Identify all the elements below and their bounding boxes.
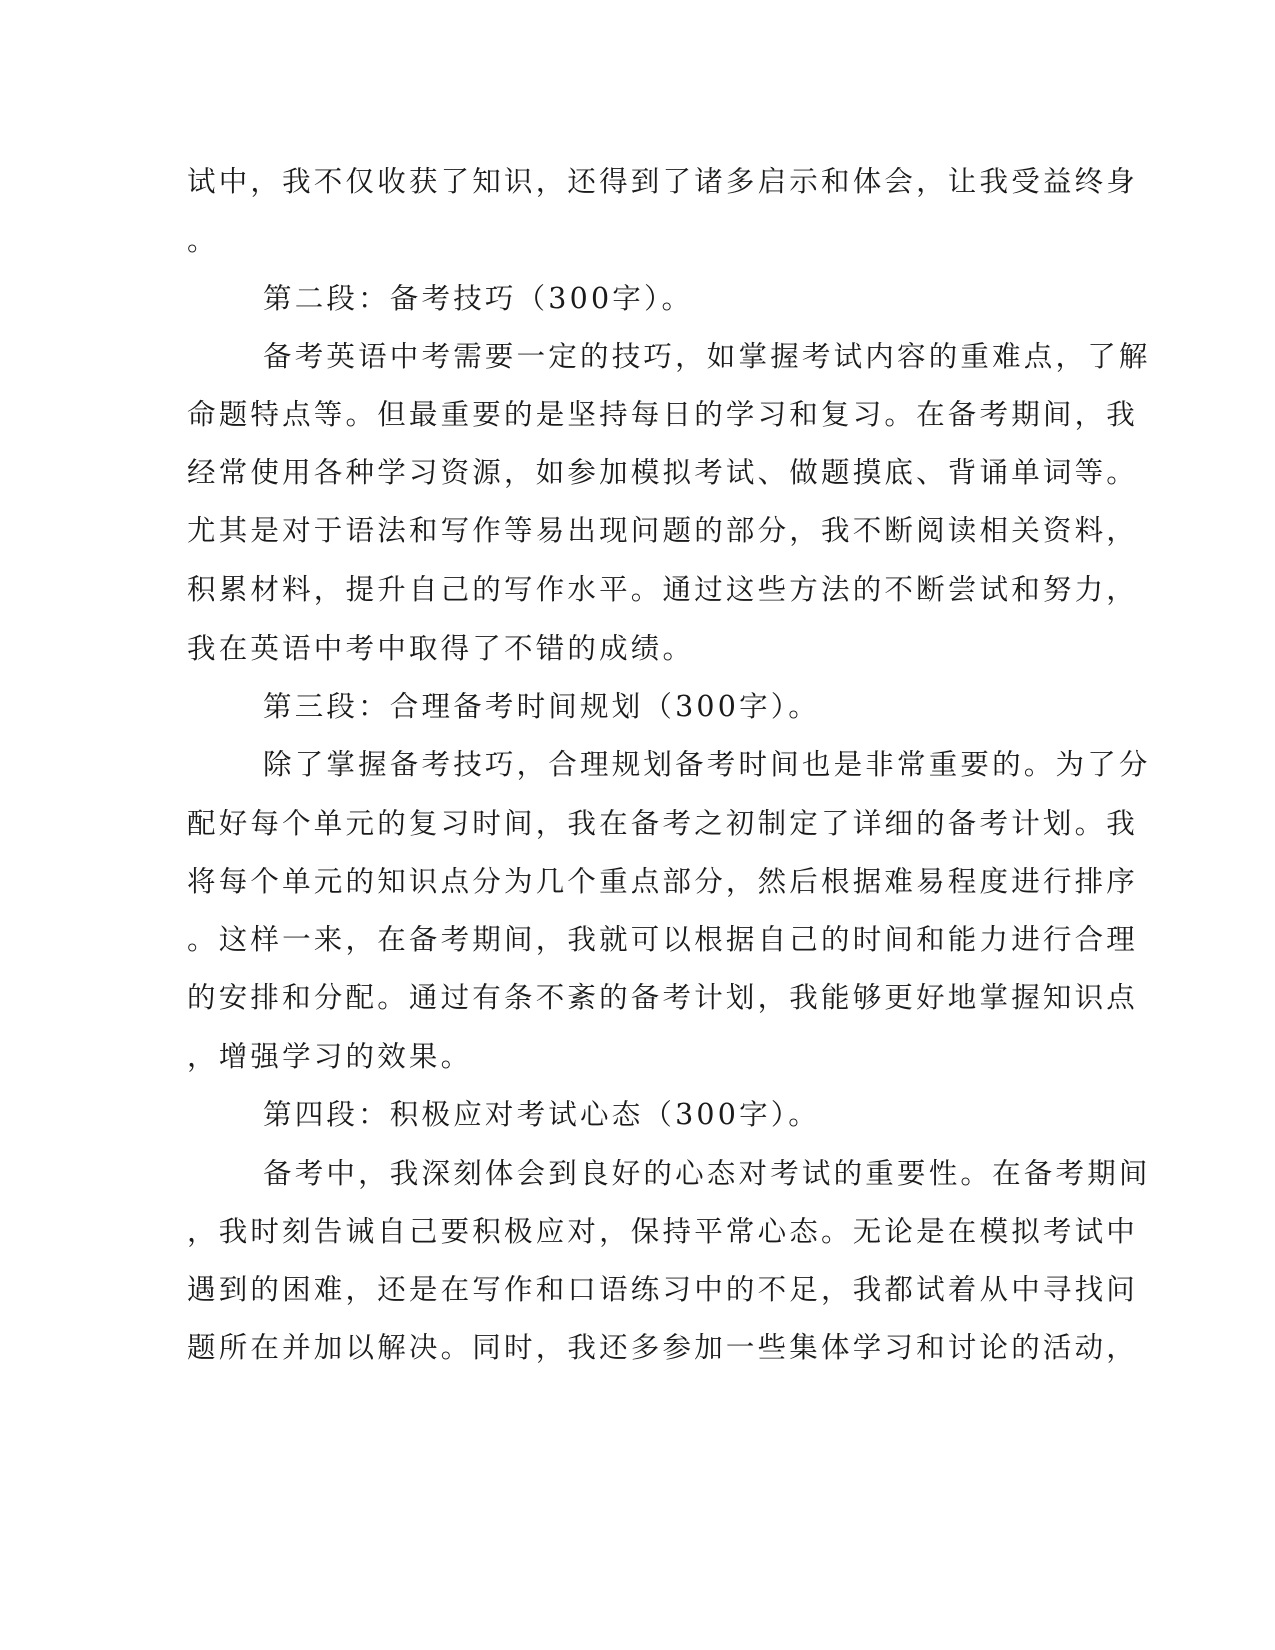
text-line: 尤其是对于语法和写作等易出现问题的部分，我不断阅读相关资料， bbox=[187, 514, 1139, 547]
section-heading-3: 第三段：合理备考时间规划（300字）。 bbox=[263, 690, 820, 723]
text-line: 的安排和分配。通过有条不紊的备考计划，我能够更好地掌握知识点 bbox=[187, 981, 1139, 1014]
text-line: 。这样一来，在备考期间，我就可以根据自己的时间和能力进行合理 bbox=[187, 923, 1139, 956]
text-line: 试中，我不仅收获了知识，还得到了诸多启示和体会，让我受益终身 bbox=[187, 165, 1139, 198]
section-heading-2: 第二段：备考技巧（300字）。 bbox=[263, 282, 694, 315]
text-line: 将每个单元的知识点分为几个重点部分，然后根据难易程度进行排序 bbox=[187, 865, 1139, 898]
text-line: 备考英语中考需要一定的技巧，如掌握考试内容的重难点，了解 bbox=[263, 340, 1151, 373]
text-line: 积累材料，提升自己的写作水平。通过这些方法的不断尝试和努力， bbox=[187, 573, 1139, 606]
text-line: 配好每个单元的复习时间，我在备考之初制定了详细的备考计划。我 bbox=[187, 807, 1139, 840]
text-line: 备考中，我深刻体会到良好的心态对考试的重要性。在备考期间 bbox=[263, 1157, 1151, 1190]
text-line: ，我时刻告诫自己要积极应对，保持平常心态。无论是在模拟考试中 bbox=[187, 1215, 1139, 1248]
section-heading-4: 第四段：积极应对考试心态（300字）。 bbox=[263, 1098, 820, 1131]
text-line: 除了掌握备考技巧，合理规划备考时间也是非常重要的。为了分 bbox=[263, 748, 1151, 781]
text-line: 命题特点等。但最重要的是坚持每日的学习和复习。在备考期间，我 bbox=[187, 398, 1139, 431]
text-line: 题所在并加以解决。同时，我还多参加一些集体学习和讨论的活动， bbox=[187, 1331, 1139, 1364]
text-line: 经常使用各种学习资源，如参加模拟考试、做题摸底、背诵单词等。 bbox=[187, 456, 1139, 489]
text-line: 。 bbox=[187, 224, 219, 257]
text-line: 遇到的困难，还是在写作和口语练习中的不足，我都试着从中寻找问 bbox=[187, 1273, 1139, 1306]
text-line: 我在英语中考中取得了不错的成绩。 bbox=[187, 632, 695, 665]
text-line: ，增强学习的效果。 bbox=[187, 1040, 473, 1073]
